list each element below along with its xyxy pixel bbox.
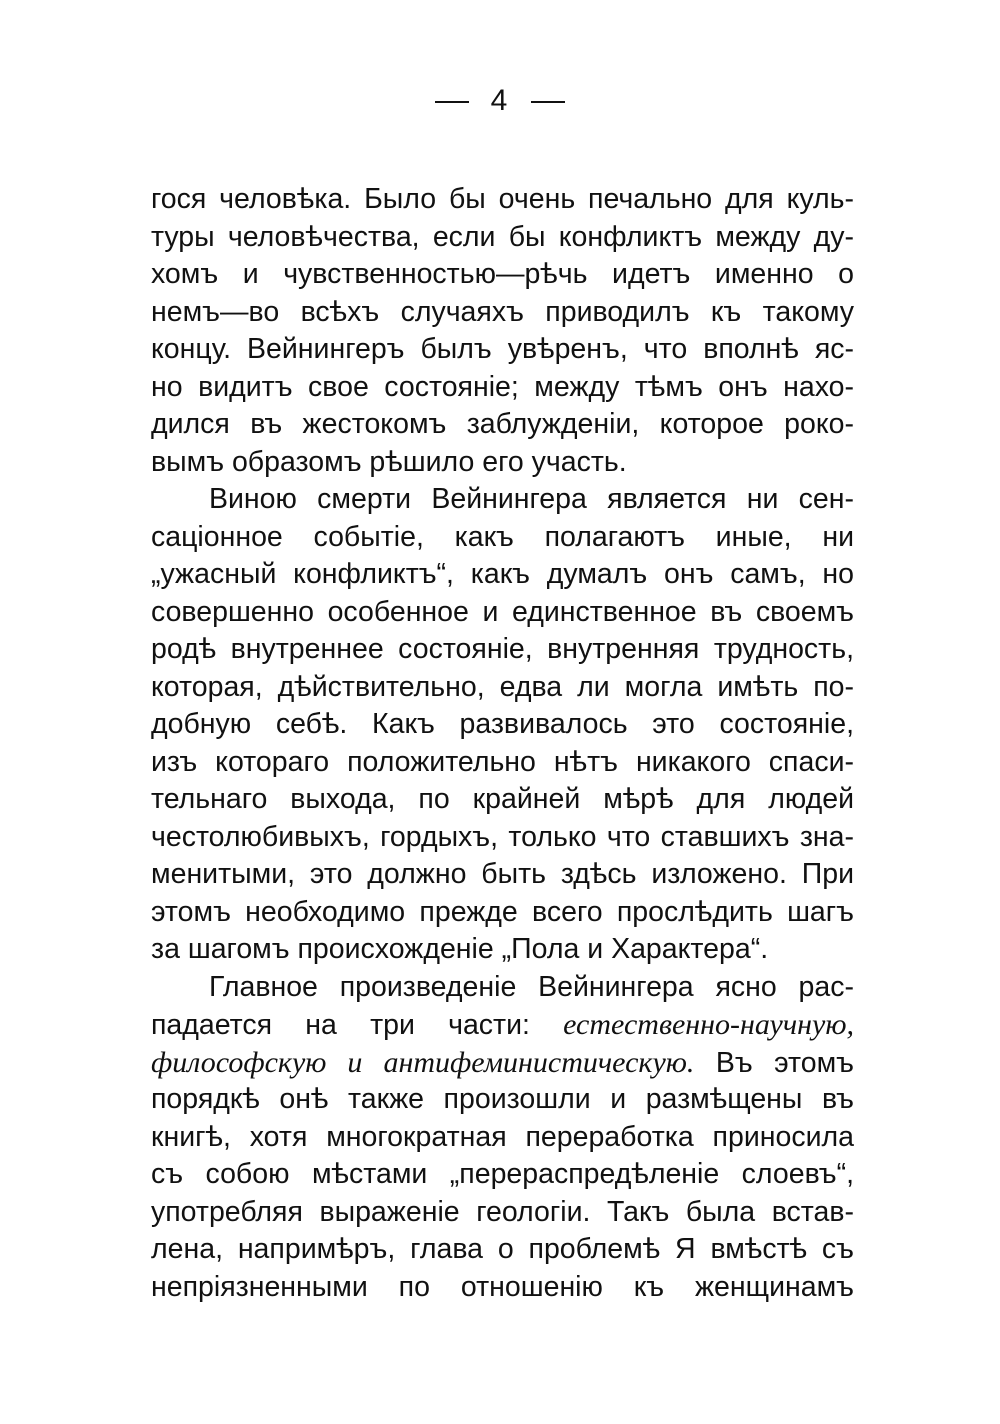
text-line: хомъ и чувственностью—рѣчь идетъ именно о	[151, 258, 854, 290]
text-line: лена, напримѣръ, глава о проблемѣ Я вмѣстѣ съ	[151, 1233, 854, 1265]
text-line: Главное произведенiе Вейнингера ясно рас-	[209, 970, 854, 1003]
page-header	[0, 84, 1000, 118]
text-line: гося человѣка. Было бы очень печально для куль-	[151, 183, 854, 215]
text-line: добную себѣ. Какъ развивалось это состоянiе,	[151, 708, 854, 740]
text-line: тельнаго выхода, по крайней мѣрѣ для людей	[151, 783, 854, 815]
text-line: честолюбивыхъ, гордыхъ, только что ставшихъ зна-	[151, 820, 854, 853]
text-line: дился въ жестокомъ заблужденiи, которое роко-	[151, 408, 854, 440]
text-line: Виною смерти Вейнингера является ни сен-	[209, 483, 854, 515]
right-dash	[531, 101, 565, 103]
text-run: падается на три части:	[151, 1009, 564, 1041]
text-line: употребляя выраженiе геологiи. Такъ была встав-	[151, 1195, 854, 1228]
text-line: сацiонное событiе, какъ полагаютъ иные, ни	[151, 520, 854, 553]
text-line: туры человѣчества, если бы конфликтъ между ду-	[151, 220, 854, 253]
text-line: совершенно особенное и единственное въ своемъ	[151, 595, 854, 628]
text-line: за шагомъ происхожденiе „Пола и Характера“.	[151, 933, 769, 965]
text-line: которая, дѣйствительно, едва ли могла имѣть по-	[151, 670, 854, 703]
text-line: вымъ образомъ рѣшило его участь.	[151, 445, 627, 478]
body-text	[151, 181, 854, 1306]
paragraph-3	[151, 969, 854, 1307]
text-line: родѣ внутреннее состоянiе, внутренняя трудность,	[151, 633, 854, 665]
text-line: этомъ необходимо прежде всего прослѣдить шагъ	[151, 895, 854, 928]
left-dash	[435, 101, 469, 103]
text-line: концу. Вейнингеръ былъ увѣренъ, что вполнѣ яс-	[151, 333, 854, 365]
text-line: но видитъ свое состоянiе; между тѣмъ онъ нахо-	[151, 370, 854, 403]
text-line: „ужасный конфликтъ“, какъ думалъ онъ самъ, но	[151, 558, 854, 590]
text-line: порядкѣ онѣ также произошли и размѣщены въ	[151, 1083, 854, 1115]
text-line: немъ—во всѣхъ случаяхъ приводилъ къ такому	[151, 295, 854, 328]
text-line: менитыми, это должно быть здѣсь изложено. При	[151, 858, 854, 890]
text-line	[151, 1006, 854, 1044]
text-line: изъ котораго положительно нѣтъ никакого спаси-	[151, 745, 854, 778]
paragraph-1	[151, 181, 854, 481]
page-number: 4	[490, 84, 510, 117]
italic-term: философскую и антифеминистическую.	[151, 1045, 695, 1079]
text-run: Въ этомъ	[694, 1046, 854, 1079]
text-line: съ собою мѣстами „перераспредѣленiе слоевъ“,	[151, 1158, 854, 1190]
text-line: непрiязненными по отношенiю къ женщинамъ	[151, 1270, 854, 1303]
text-line: книгѣ, хотя многократная переработка приносила	[151, 1120, 854, 1153]
text-line	[151, 1044, 854, 1082]
italic-term: естественно-научную,	[563, 1008, 854, 1041]
paragraph-2	[151, 481, 854, 969]
